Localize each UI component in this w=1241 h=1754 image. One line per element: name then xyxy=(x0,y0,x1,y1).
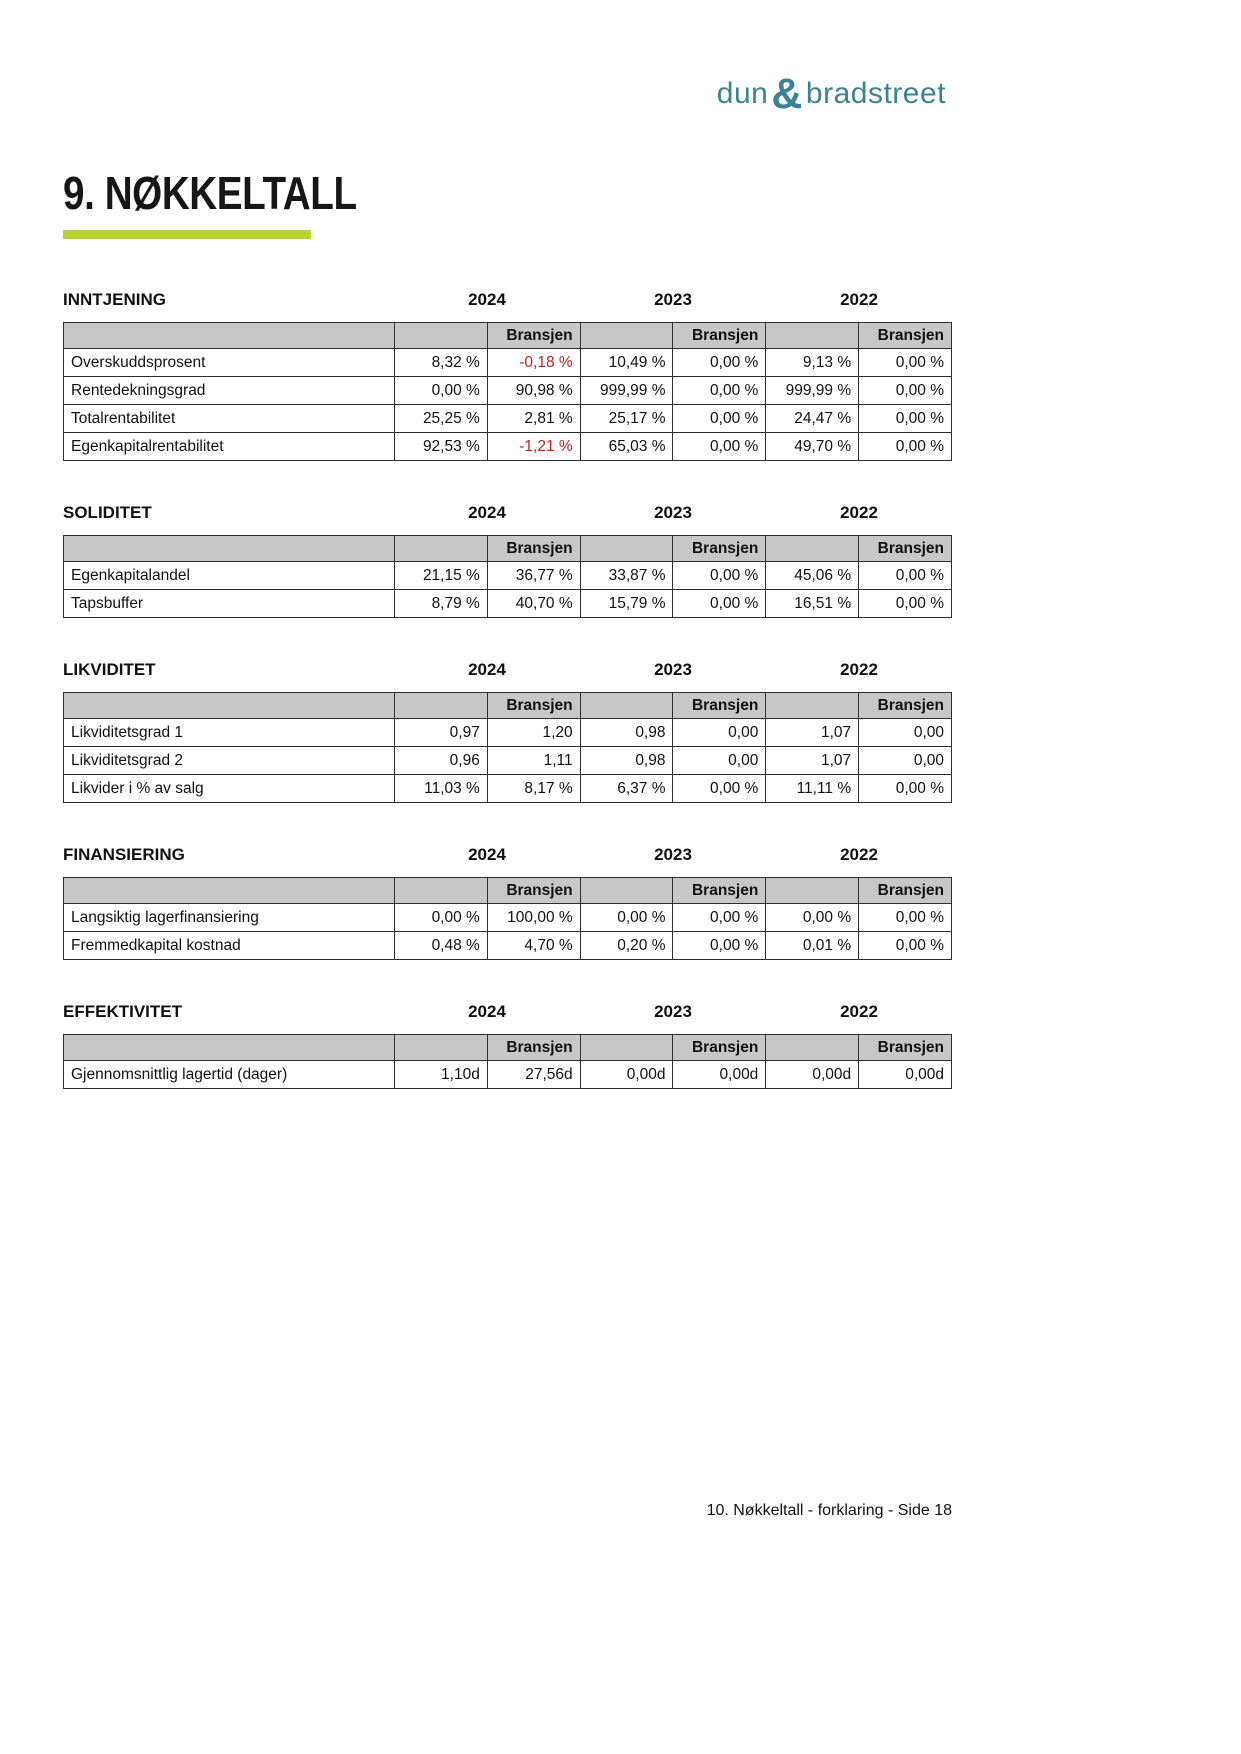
section-title: FINANSIERING xyxy=(63,845,185,864)
year-label: 2022 xyxy=(840,290,878,309)
value-cell: 0,20 % xyxy=(580,932,673,960)
empty-header xyxy=(580,1035,673,1061)
table-row xyxy=(64,433,952,461)
table-row xyxy=(64,747,952,775)
key-figures-table xyxy=(63,692,952,803)
empty-header xyxy=(766,693,859,719)
value-cell: 8,17 % xyxy=(487,775,580,803)
value-cell: 0,00d xyxy=(859,1061,952,1089)
row-label: Likviditetsgrad 2 xyxy=(64,747,395,775)
logo-ampersand-icon: & xyxy=(771,70,803,118)
value-cell: 0,00 xyxy=(673,747,766,775)
value-cell: 0,00d xyxy=(766,1061,859,1089)
table-row xyxy=(64,562,952,590)
empty-header xyxy=(395,878,488,904)
value-cell: 65,03 % xyxy=(580,433,673,461)
value-cell: 0,00 xyxy=(859,747,952,775)
empty-header xyxy=(64,1035,395,1061)
empty-header xyxy=(766,1035,859,1061)
value-cell: 0,00 % xyxy=(859,904,952,932)
table-header-row xyxy=(64,878,952,904)
value-cell: 0,96 xyxy=(395,747,488,775)
year-label: 2023 xyxy=(654,660,692,679)
section-title: INNTJENING xyxy=(63,290,166,309)
empty-header xyxy=(64,693,395,719)
empty-header xyxy=(766,323,859,349)
year-label: 2023 xyxy=(654,1002,692,1021)
value-cell: 0,00 xyxy=(673,719,766,747)
value-cell: 0,00 % xyxy=(859,775,952,803)
bransjen-header: Bransjen xyxy=(673,878,766,904)
value-cell: 16,51 % xyxy=(766,590,859,618)
value-cell: 9,13 % xyxy=(766,349,859,377)
table-section-finansiering xyxy=(63,845,952,960)
row-label: Rentedekningsgrad xyxy=(64,377,395,405)
key-figures-table xyxy=(63,877,952,960)
bransjen-header: Bransjen xyxy=(859,323,952,349)
value-cell: 0,00 % xyxy=(859,349,952,377)
bransjen-header: Bransjen xyxy=(859,536,952,562)
value-cell: 1,07 xyxy=(766,747,859,775)
key-figures-table xyxy=(63,535,952,618)
empty-header xyxy=(766,878,859,904)
row-label: Likviditetsgrad 1 xyxy=(64,719,395,747)
value-cell: 0,00 % xyxy=(395,904,488,932)
value-cell: 40,70 % xyxy=(487,590,580,618)
table-row xyxy=(64,590,952,618)
row-label: Tapsbuffer xyxy=(64,590,395,618)
row-label: Fremmedkapital kostnad xyxy=(64,932,395,960)
logo-word-dun: dun xyxy=(716,77,769,110)
value-cell: 0,00 xyxy=(859,719,952,747)
year-label: 2022 xyxy=(840,845,878,864)
row-label: Overskuddsprosent xyxy=(64,349,395,377)
value-cell: 33,87 % xyxy=(580,562,673,590)
section-header xyxy=(63,660,952,680)
table-row xyxy=(64,405,952,433)
table-header-row xyxy=(64,536,952,562)
empty-header xyxy=(766,536,859,562)
empty-header xyxy=(395,1035,488,1061)
table-row xyxy=(64,719,952,747)
year-label: 2024 xyxy=(468,845,506,864)
value-cell: 0,00 % xyxy=(395,377,488,405)
bransjen-header: Bransjen xyxy=(673,323,766,349)
value-cell: 0,00 % xyxy=(673,405,766,433)
value-cell: 0,98 xyxy=(580,719,673,747)
bransjen-header: Bransjen xyxy=(487,693,580,719)
section-title: SOLIDITET xyxy=(63,503,152,522)
bransjen-header: Bransjen xyxy=(673,693,766,719)
table-row xyxy=(64,1061,952,1089)
empty-header xyxy=(580,536,673,562)
page-title: 9. NØKKELTALL xyxy=(63,167,357,219)
value-cell: 2,81 % xyxy=(487,405,580,433)
value-cell: 36,77 % xyxy=(487,562,580,590)
bransjen-header: Bransjen xyxy=(673,536,766,562)
value-cell: 0,00 % xyxy=(673,775,766,803)
section-header xyxy=(63,503,952,523)
year-label: 2022 xyxy=(840,1002,878,1021)
value-cell: -0,18 % xyxy=(487,349,580,377)
value-cell: 25,17 % xyxy=(580,405,673,433)
year-label: 2022 xyxy=(840,503,878,522)
dun-bradstreet-logo xyxy=(717,70,946,119)
value-cell: 0,00 % xyxy=(859,405,952,433)
bransjen-header: Bransjen xyxy=(859,693,952,719)
empty-header xyxy=(580,693,673,719)
value-cell: 21,15 % xyxy=(395,562,488,590)
year-label: 2024 xyxy=(468,290,506,309)
table-row xyxy=(64,904,952,932)
value-cell: 0,00 % xyxy=(859,377,952,405)
row-label: Egenkapitalrentabilitet xyxy=(64,433,395,461)
year-label: 2023 xyxy=(654,503,692,522)
table-header-row xyxy=(64,323,952,349)
bransjen-header: Bransjen xyxy=(487,1035,580,1061)
key-figures-table xyxy=(63,322,952,461)
value-cell: 999,99 % xyxy=(580,377,673,405)
table-header-row xyxy=(64,693,952,719)
value-cell: 0,00 % xyxy=(673,590,766,618)
value-cell: 0,00 % xyxy=(859,932,952,960)
bransjen-header: Bransjen xyxy=(487,323,580,349)
section-header xyxy=(63,1002,952,1022)
value-cell: 0,00 % xyxy=(673,349,766,377)
value-cell: 8,79 % xyxy=(395,590,488,618)
bransjen-header: Bransjen xyxy=(487,878,580,904)
value-cell: 0,48 % xyxy=(395,932,488,960)
row-label: Langsiktig lagerfinansiering xyxy=(64,904,395,932)
empty-header xyxy=(64,323,395,349)
value-cell: 4,70 % xyxy=(487,932,580,960)
value-cell: 92,53 % xyxy=(395,433,488,461)
value-cell: 0,00 % xyxy=(673,932,766,960)
value-cell: 0,00d xyxy=(673,1061,766,1089)
value-cell: 0,98 xyxy=(580,747,673,775)
year-label: 2022 xyxy=(840,660,878,679)
empty-header xyxy=(395,536,488,562)
table-row xyxy=(64,349,952,377)
table-section-effektivitet xyxy=(63,1002,952,1089)
value-cell: -1,21 % xyxy=(487,433,580,461)
table-row xyxy=(64,932,952,960)
value-cell: 11,03 % xyxy=(395,775,488,803)
table-header-row xyxy=(64,1035,952,1061)
value-cell: 0,00 % xyxy=(673,377,766,405)
tables-container xyxy=(63,290,952,1131)
value-cell: 25,25 % xyxy=(395,405,488,433)
bransjen-header: Bransjen xyxy=(673,1035,766,1061)
section-header xyxy=(63,290,952,310)
value-cell: 0,00d xyxy=(580,1061,673,1089)
value-cell: 6,37 % xyxy=(580,775,673,803)
value-cell: 100,00 % xyxy=(487,904,580,932)
row-label: Likvider i % av salg xyxy=(64,775,395,803)
value-cell: 0,00 % xyxy=(766,904,859,932)
empty-header xyxy=(580,323,673,349)
title-accent-bar xyxy=(63,230,311,239)
value-cell: 10,49 % xyxy=(580,349,673,377)
value-cell: 0,97 xyxy=(395,719,488,747)
page-footer: 10. Nøkkeltall - forklaring - Side 18 xyxy=(706,1502,952,1519)
value-cell: 1,10d xyxy=(395,1061,488,1089)
value-cell: 0,00 % xyxy=(673,904,766,932)
table-section-soliditet xyxy=(63,503,952,618)
table-row xyxy=(64,377,952,405)
value-cell: 0,00 % xyxy=(859,433,952,461)
year-label: 2023 xyxy=(654,290,692,309)
value-cell: 0,00 % xyxy=(673,562,766,590)
section-title: LIKVIDITET xyxy=(63,660,156,679)
logo-word-bradstreet: bradstreet xyxy=(805,77,946,110)
row-label: Gjennomsnittlig lagertid (dager) xyxy=(64,1061,395,1089)
value-cell: 11,11 % xyxy=(766,775,859,803)
value-cell: 49,70 % xyxy=(766,433,859,461)
value-cell: 999,99 % xyxy=(766,377,859,405)
table-section-inntjening xyxy=(63,290,952,461)
bransjen-header: Bransjen xyxy=(859,1035,952,1061)
empty-header xyxy=(64,878,395,904)
empty-header xyxy=(395,323,488,349)
empty-header xyxy=(395,693,488,719)
value-cell: 1,11 xyxy=(487,747,580,775)
table-row xyxy=(64,775,952,803)
year-label: 2024 xyxy=(468,1002,506,1021)
value-cell: 0,00 % xyxy=(673,433,766,461)
key-figures-table xyxy=(63,1034,952,1089)
empty-header xyxy=(64,536,395,562)
row-label: Egenkapitalandel xyxy=(64,562,395,590)
value-cell: 15,79 % xyxy=(580,590,673,618)
value-cell: 90,98 % xyxy=(487,377,580,405)
section-title: EFFEKTIVITET xyxy=(63,1002,182,1021)
table-section-likviditet xyxy=(63,660,952,803)
value-cell: 27,56d xyxy=(487,1061,580,1089)
year-label: 2024 xyxy=(468,660,506,679)
value-cell: 1,07 xyxy=(766,719,859,747)
value-cell: 0,00 % xyxy=(859,562,952,590)
bransjen-header: Bransjen xyxy=(859,878,952,904)
value-cell: 8,32 % xyxy=(395,349,488,377)
empty-header xyxy=(580,878,673,904)
value-cell: 0,00 % xyxy=(859,590,952,618)
value-cell: 0,00 % xyxy=(580,904,673,932)
row-label: Totalrentabilitet xyxy=(64,405,395,433)
value-cell: 45,06 % xyxy=(766,562,859,590)
bransjen-header: Bransjen xyxy=(487,536,580,562)
year-label: 2024 xyxy=(468,503,506,522)
value-cell: 0,01 % xyxy=(766,932,859,960)
value-cell: 1,20 xyxy=(487,719,580,747)
section-header xyxy=(63,845,952,865)
year-label: 2023 xyxy=(654,845,692,864)
value-cell: 24,47 % xyxy=(766,405,859,433)
